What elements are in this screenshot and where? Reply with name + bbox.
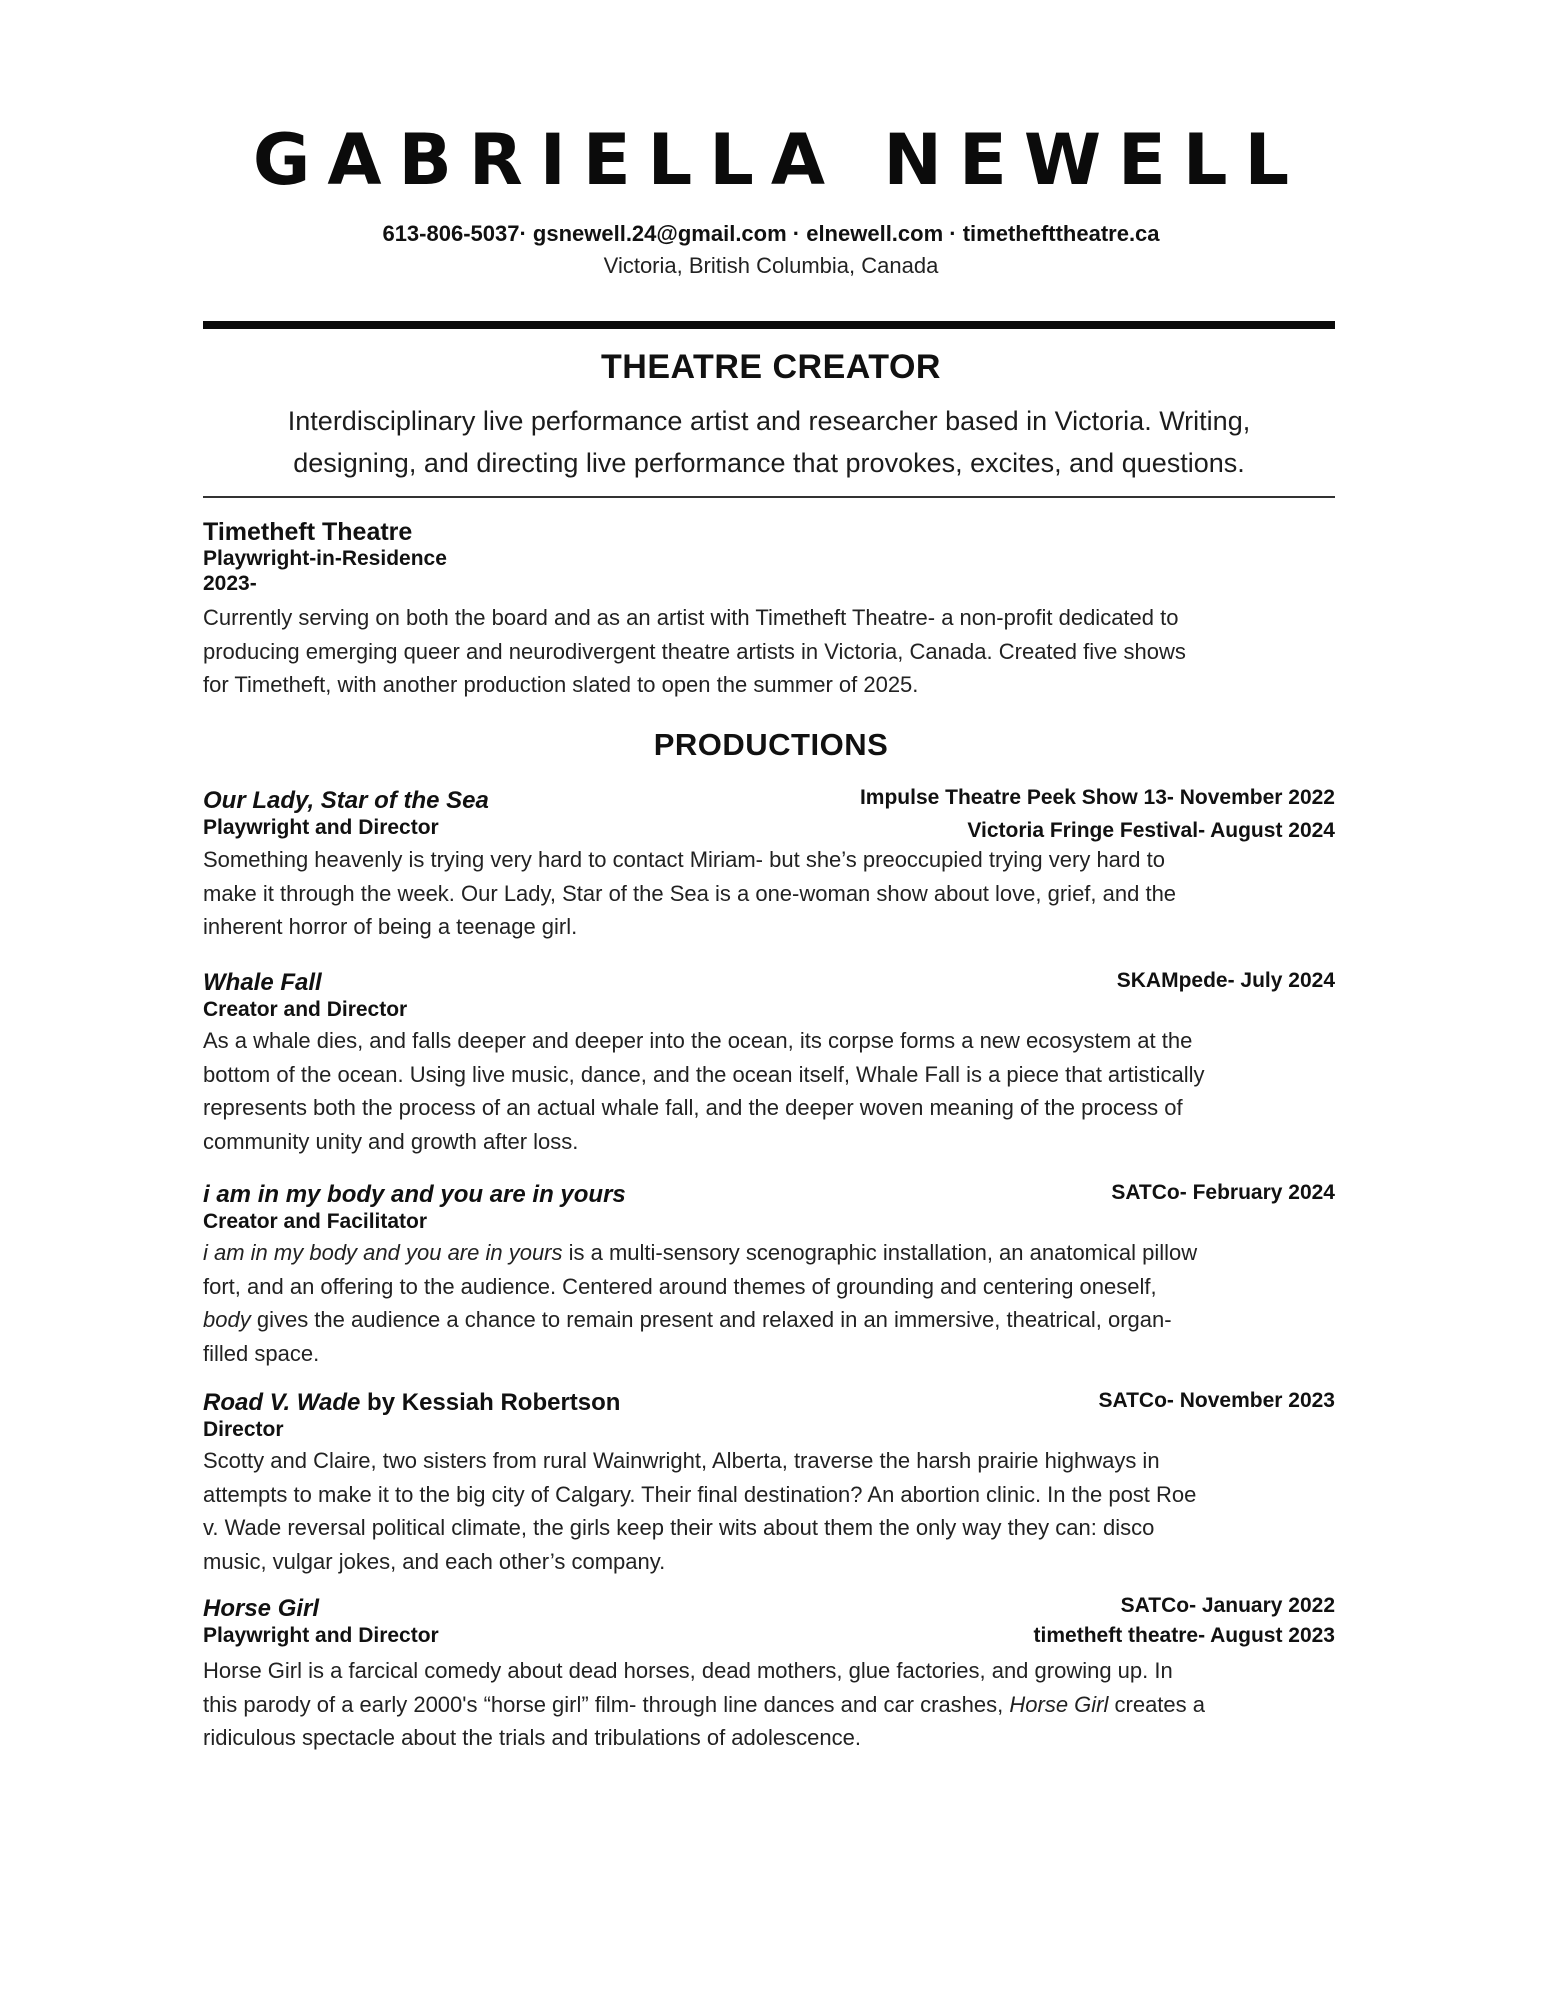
description-line: attempts to make it to the big city of Calgary. Their final destination? An abortion clinic. In the post Roe xyxy=(203,1481,1197,1507)
production-role: Creator and Director xyxy=(203,998,408,1021)
description-line: inherent horror of being a teenage girl. xyxy=(203,914,578,939)
description-line: for Timetheft, with another production slated to open the summer of 2025. xyxy=(203,672,919,697)
description-line xyxy=(203,1688,1343,1722)
description-text: creates a xyxy=(1108,1691,1205,1717)
production-role: Playwright and Director xyxy=(203,816,439,839)
production-description xyxy=(203,843,1343,944)
description-line: represents both the process of an actual whale fall, and the deeper woven meaning of the process of xyxy=(203,1095,1183,1120)
production-entry xyxy=(203,1174,1335,1374)
production-entry xyxy=(203,962,1335,1162)
production-entry xyxy=(203,1382,1335,1582)
description-line: Something heavenly is trying very hard to contact Miriam- but she’s preoccupied trying very hard to xyxy=(203,847,1165,872)
description-line xyxy=(203,1236,1343,1270)
description-text: this parody of a early 2000's “horse girl” film- through line dances and car crashes, xyxy=(203,1691,1010,1717)
production-description xyxy=(203,1654,1343,1755)
production-role: Playwright and Director xyxy=(203,1624,439,1647)
description-line: bottom of the ocean. Using live music, dance, and the ocean itself, Whale Fall is a piece that artistically xyxy=(203,1061,1205,1087)
description-line: community unity and growth after loss. xyxy=(203,1128,579,1154)
production-venue: Impulse Theatre Peek Show 13- November 2022 xyxy=(859,786,1335,809)
description-line: v. Wade reversal political climate, the girls keep their wits about them the only way they can: disco xyxy=(203,1515,1155,1540)
profile-summary xyxy=(203,400,1335,484)
description-line: ridiculous spectacle about the trials and tribulations of adolescence. xyxy=(203,1725,861,1750)
production-venue: SKAMpede- July 2024 xyxy=(1116,969,1335,992)
description-line: make it through the week. Our Lady, Star of the Sea is a one-woman show about love, grief, and the xyxy=(203,880,1177,906)
production-role: Director xyxy=(203,1418,284,1441)
production-venue: SATCo- February 2024 xyxy=(1111,1181,1335,1204)
header-divider xyxy=(203,321,1335,329)
production-venue: Victoria Fringe Festival- August 2024 xyxy=(967,819,1335,842)
production-title: Whale Fall xyxy=(203,969,322,996)
production-venue: SATCo- January 2022 xyxy=(1120,1594,1335,1617)
description-line: Horse Girl is a farcical comedy about dead horses, dead mothers, glue factories, and growing up. In xyxy=(203,1658,1173,1683)
production-title: Horse Girl xyxy=(203,1595,320,1622)
productions-heading: PRODUCTIONS xyxy=(653,727,889,762)
summary-line: designing, and directing live performance that provokes, excites, and questions. xyxy=(293,448,1245,478)
position-organization: Timetheft Theatre xyxy=(203,518,413,546)
resume-name: GABRIELLA NEWELL xyxy=(252,119,1307,201)
location: Victoria, British Columbia, Canada xyxy=(603,253,939,278)
description-italic-title: body xyxy=(203,1307,251,1332)
description-line: music, vulgar jokes, and each other’s company. xyxy=(203,1548,666,1574)
position-role: Playwright-in-Residence xyxy=(203,547,447,570)
position-dates: 2023- xyxy=(203,572,257,595)
description-line: Scotty and Claire, two sisters from rural Wainwright, Alberta, traverse the harsh prairie highways in xyxy=(203,1448,1160,1473)
description-line: producing emerging queer and neurodivergent theatre artists in Victoria, Canada. Created five shows xyxy=(203,638,1186,664)
production-title: i am in my body and you are in yours xyxy=(203,1181,626,1208)
production-title-italic: Road V. Wade xyxy=(203,1389,361,1416)
production-description xyxy=(203,1024,1343,1158)
contact-info: 613-806-5037· gsnewell.24@gmail.com · elnewell.com · timethefttheatre.ca xyxy=(382,221,1160,246)
production-role: Creator and Facilitator xyxy=(203,1210,428,1233)
position-description xyxy=(203,601,1343,702)
profile-divider xyxy=(203,496,1335,498)
summary-line: Interdisciplinary live performance artist and researcher based in Victoria. Writing, xyxy=(287,406,1251,436)
production-title-author: by Kessiah Robertson xyxy=(360,1389,621,1416)
description-italic-title: Horse Girl xyxy=(1009,1691,1109,1717)
production-venue: timetheft theatre- August 2023 xyxy=(1033,1624,1335,1647)
production-title xyxy=(203,1388,620,1418)
description-line: fort, and an offering to the audience. Centered around themes of grounding and centering oneself, xyxy=(203,1273,1157,1299)
profile-title: THEATRE CREATOR xyxy=(601,348,941,386)
description-text: is a multi-sensory scenographic installation, an anatomical pillow xyxy=(562,1240,1198,1265)
description-line: As a whale dies, and falls deeper and deeper into the ocean, its corpse forms a new ecosystem at the xyxy=(203,1028,1193,1053)
production-entry xyxy=(203,1588,1335,1773)
production-title: Our Lady, Star of the Sea xyxy=(203,787,489,814)
description-line: filled space. xyxy=(203,1340,320,1366)
description-line: Currently serving on both the board and as an artist with Timetheft Theatre- a non-profit dedicated to xyxy=(203,605,1179,630)
production-description xyxy=(203,1444,1343,1578)
description-text: gives the audience a chance to remain present and relaxed in an immersive, theatrical, organ- xyxy=(250,1307,1172,1332)
production-description xyxy=(203,1236,1343,1370)
production-entry xyxy=(203,780,1335,940)
description-italic-title: i am in my body and you are in yours xyxy=(203,1240,563,1265)
production-venue: SATCo- November 2023 xyxy=(1098,1389,1335,1412)
description-line xyxy=(203,1303,1343,1337)
